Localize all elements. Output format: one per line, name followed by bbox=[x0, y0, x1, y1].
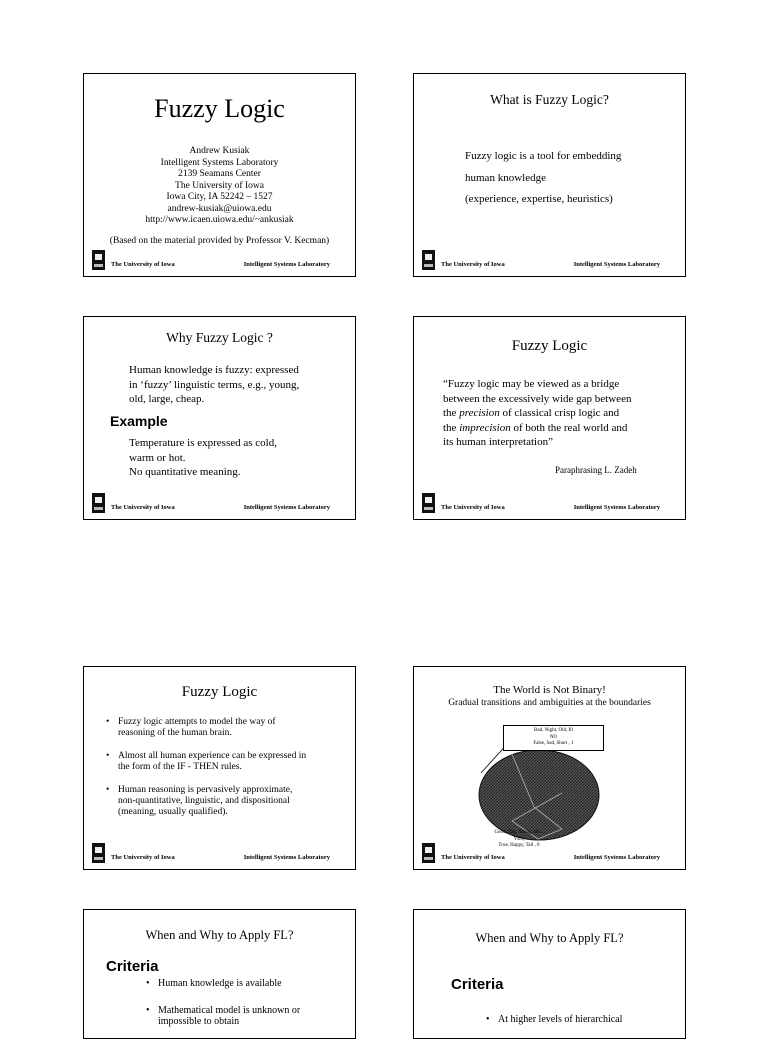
slide-what-is-fuzzy-logic bbox=[413, 73, 686, 277]
footer-lab: Intelligent Systems Laboratory bbox=[243, 261, 330, 268]
emphasis-precision: precision bbox=[459, 407, 500, 419]
body-line: Fuzzy logic is a tool for embedding bbox=[465, 150, 622, 162]
list-item: • Mathematical model is unknown or impossible to obtain bbox=[158, 1005, 300, 1027]
slide-fuzzy-logic-quote bbox=[413, 316, 686, 520]
author-url: http://www.icaen.uiowa.edu/~ankusiak bbox=[145, 215, 294, 225]
slide-heading: Why Fuzzy Logic ? bbox=[166, 330, 273, 345]
footer-university: The University of Iowa bbox=[111, 854, 175, 861]
quote-line: the precision of classical crisp logic and bbox=[443, 407, 620, 419]
bullet-list bbox=[144, 978, 300, 1036]
body-line: in ‘fuzzy’ linguistic terms, e.g., young, bbox=[129, 378, 300, 391]
body-line: Human knowledge is fuzzy: expressed bbox=[129, 364, 299, 376]
footer-university: The University of Iowa bbox=[441, 504, 505, 511]
body-line: Temperature is expressed as cold, bbox=[129, 437, 277, 449]
body-line: (experience, expertise, heuristics) bbox=[465, 193, 613, 205]
slide-body bbox=[465, 146, 621, 211]
quote-line: its human interpretation” bbox=[443, 436, 553, 448]
list-item: • At higher levels of hierarchical bbox=[498, 1014, 622, 1025]
criteria-heading: Criteria bbox=[451, 976, 504, 993]
author-university: The University of Iowa bbox=[175, 180, 264, 191]
bullet-list bbox=[104, 717, 306, 827]
university-logo-icon bbox=[422, 250, 435, 270]
university-logo-icon bbox=[92, 843, 105, 863]
label-line: True, Happy, Tall , 0 bbox=[498, 843, 540, 848]
zadeh-quote bbox=[443, 377, 631, 450]
author-city: Iowa City, IA 52242 – 1527 bbox=[166, 192, 273, 202]
footer-lab: Intelligent Systems Laboratory bbox=[243, 854, 330, 861]
university-logo-icon bbox=[422, 843, 435, 863]
bullet-list bbox=[484, 1014, 622, 1034]
slide-body bbox=[129, 363, 299, 407]
slide-heading: Fuzzy Logic bbox=[511, 338, 588, 354]
slide-why-fuzzy-logic bbox=[83, 316, 356, 520]
footer-lab: Intelligent Systems Laboratory bbox=[573, 261, 660, 268]
slide-world-not-binary bbox=[413, 666, 686, 870]
list-item: • Human reasoning is pervasively approximate, non-quantitative, linguistic, and dispositional (meaning, usually qualified). bbox=[118, 785, 306, 818]
author-info bbox=[84, 146, 355, 227]
body-line: warm or hot. bbox=[129, 451, 186, 464]
footer-university: The University of Iowa bbox=[111, 261, 175, 268]
footer-lab: Intelligent Systems Laboratory bbox=[573, 504, 660, 511]
slide-footer bbox=[422, 250, 660, 270]
slide-footer bbox=[92, 250, 330, 270]
slide-when-why-fl-1 bbox=[83, 909, 356, 1039]
slide-footer bbox=[422, 493, 660, 513]
list-item: • Almost all human experience can be expressed in the form of the IF - THEN rules. bbox=[118, 751, 306, 773]
author-name: Andrew Kusiak bbox=[189, 146, 250, 156]
quote-attribution: Paraphrasing L. Zadeh bbox=[555, 465, 637, 475]
footer-university: The University of Iowa bbox=[441, 261, 505, 268]
footer-university: The University of Iowa bbox=[441, 854, 505, 861]
slide-footer bbox=[92, 493, 330, 513]
author-email: andrew-kusiak@uiowa.edu bbox=[167, 203, 272, 214]
label-line: Good, Day, Young, He... bbox=[494, 830, 544, 835]
label-line: False, Sad, Short , 1 bbox=[533, 741, 574, 746]
author-room: 2139 Seamans Center bbox=[178, 169, 261, 179]
slide-heading: What is Fuzzy Logic? bbox=[490, 92, 609, 107]
quote-line: “Fuzzy logic may be viewed as a bridge bbox=[443, 378, 620, 390]
fuzzy-disc bbox=[479, 750, 599, 840]
label-box bbox=[503, 725, 604, 751]
slide-title bbox=[83, 73, 356, 277]
criteria-heading: Criteria bbox=[106, 958, 159, 975]
example-body bbox=[129, 436, 277, 480]
footer-lab: Intelligent Systems Laboratory bbox=[573, 854, 660, 861]
slide-heading: The World is Not Binary! bbox=[493, 684, 606, 696]
body-line: human knowledge bbox=[465, 171, 546, 184]
label-line: YES, bbox=[513, 836, 525, 842]
footer-university: The University of Iowa bbox=[111, 504, 175, 511]
emphasis-imprecision: imprecision bbox=[459, 421, 511, 434]
quote-line: the imprecision of both the real world and bbox=[443, 421, 628, 434]
slide-heading: When and Why to Apply FL? bbox=[145, 928, 294, 942]
university-logo-icon bbox=[92, 493, 105, 513]
slide-footer bbox=[92, 843, 330, 863]
university-logo-icon bbox=[92, 250, 105, 270]
slide-title-heading: Fuzzy Logic bbox=[154, 94, 285, 123]
slide-fuzzy-logic-bullets bbox=[83, 666, 356, 870]
example-heading: Example bbox=[110, 413, 168, 429]
slide-heading: When and Why to Apply FL? bbox=[475, 931, 624, 945]
list-item: • Fuzzy logic attempts to model the way of reasoning of the human brain. bbox=[118, 717, 306, 739]
list-item: • Human knowledge is available bbox=[158, 978, 300, 989]
slide-heading: Fuzzy Logic bbox=[181, 684, 258, 700]
slide-subheading: Gradual transitions and ambiguities at the boundaries bbox=[448, 698, 651, 708]
body-line: No quantitative meaning. bbox=[129, 466, 241, 478]
source-note: (Based on the material provided by Professor V. Kecman) bbox=[109, 236, 330, 246]
body-line: old, large, cheap. bbox=[129, 393, 205, 405]
author-lab: Intelligent Systems Laboratory bbox=[160, 157, 279, 168]
university-logo-icon bbox=[422, 493, 435, 513]
footer-lab: Intelligent Systems Laboratory bbox=[243, 504, 330, 511]
label-line: NO bbox=[549, 734, 558, 740]
slide-when-why-fl-2 bbox=[413, 909, 686, 1039]
quote-line: between the excessively wide gap between bbox=[443, 392, 632, 405]
label-line: Bad, Night, Old, Ill bbox=[534, 728, 573, 733]
slide-footer bbox=[422, 843, 660, 863]
